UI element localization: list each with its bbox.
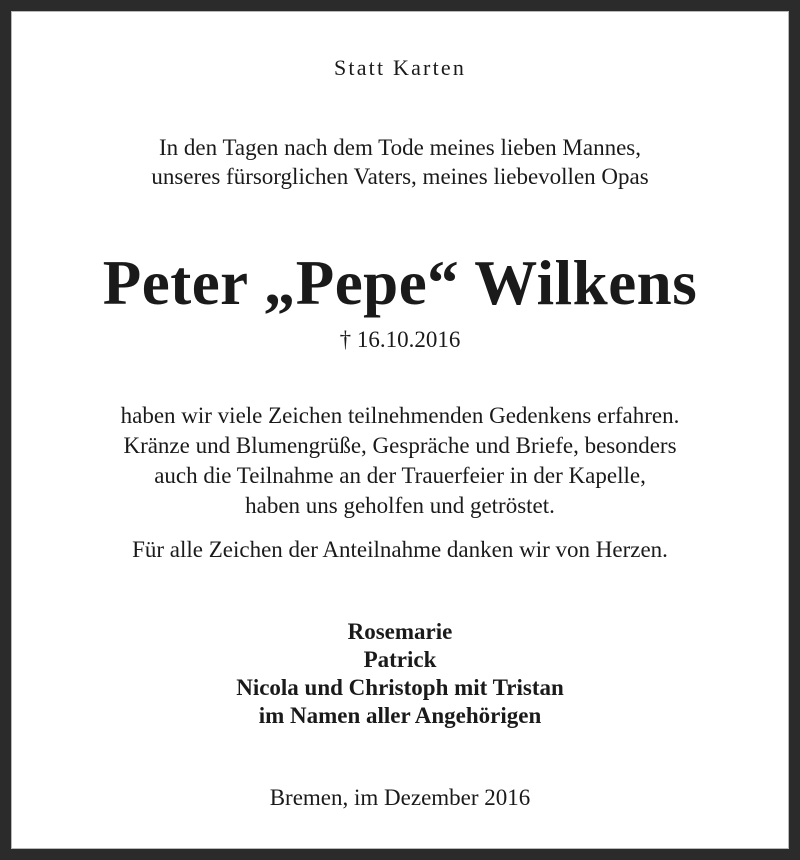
signatory-name: im Namen aller Angehörigen — [258, 703, 542, 728]
body-line: Kränze und Blumengrüße, Gespräche und Briefe, besonders — [123, 433, 677, 458]
signatory-name: Patrick — [363, 647, 437, 672]
thanks-line: Für alle Zeichen der Anteilnahme danken wir von Herzen. — [132, 537, 668, 562]
body-line: haben wir viele Zeichen teilnehmenden Gedenkens erfahren. — [120, 403, 680, 428]
body-text — [0, 401, 800, 521]
intro-line: unseres fürsorglichen Vaters, meines liebevollen Opas — [151, 164, 649, 189]
death-date: † 16.10.2016 — [339, 327, 461, 352]
signatories — [0, 618, 800, 730]
signatory-name: Rosemarie — [347, 619, 453, 644]
signatory-name: Nicola und Christoph mit Tristan — [236, 675, 564, 700]
body-line: haben uns geholfen und getröstet. — [245, 493, 555, 518]
intro-line: In den Tagen nach dem Tode meines lieben Mannes, — [159, 135, 641, 160]
body-line: auch die Teilnahme an der Trauerfeier in der Kapelle, — [154, 463, 646, 488]
notice-header: Statt Karten — [333, 55, 467, 80]
intro-text — [0, 133, 800, 191]
deceased-name: Peter „Pepe“ Wilkens — [102, 248, 698, 318]
place-date: Bremen, im Dezember 2016 — [269, 785, 531, 810]
